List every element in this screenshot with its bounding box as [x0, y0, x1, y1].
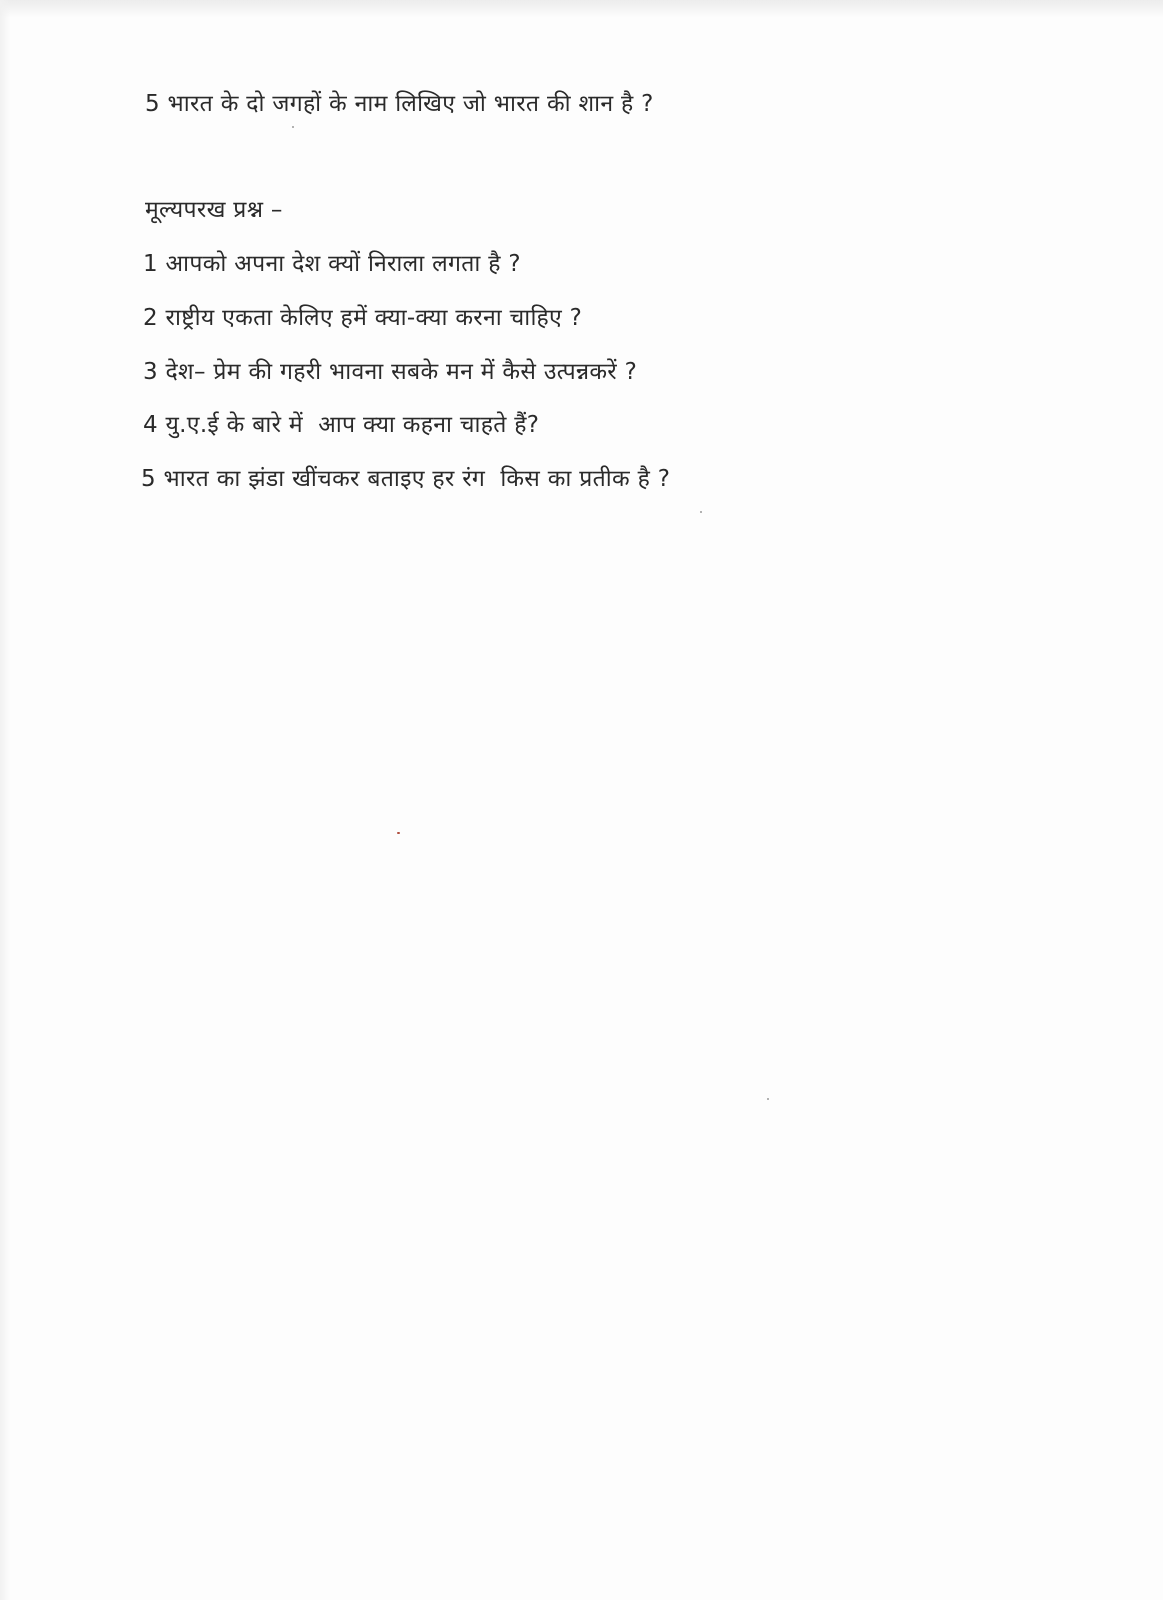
scan-dot — [292, 126, 294, 128]
scan-dot — [767, 1098, 769, 1100]
question-4: 4 यु.ए.ई के बारे में आप क्या कहना चाहते हैं? — [143, 412, 540, 438]
scan-shadow-top — [0, 0, 1163, 18]
scan-speck — [397, 832, 400, 834]
question-2: 2 राष्ट्रीय एकता केलिए हमें क्या-क्या करना चाहिए ? — [143, 305, 583, 331]
section-heading: मूल्यपरख प्रश्न – — [145, 197, 283, 223]
scan-dot — [700, 511, 702, 513]
top-question: 5 भारत के दो जगहों के नाम लिखिए जो भारत की शान है ? — [145, 91, 654, 117]
question-3: 3 देश– प्रेम की गहरी भावना सबके मन में कैसे उत्पन्नकरें ? — [143, 359, 638, 385]
question-1: 1 आपको अपना देश क्यों निराला लगता है ? — [143, 251, 521, 277]
question-5: 5 भारत का झंडा खींचकर बताइए हर रंग किस का प्रतीक है ? — [141, 466, 671, 492]
scan-shadow-left — [0, 0, 10, 1600]
